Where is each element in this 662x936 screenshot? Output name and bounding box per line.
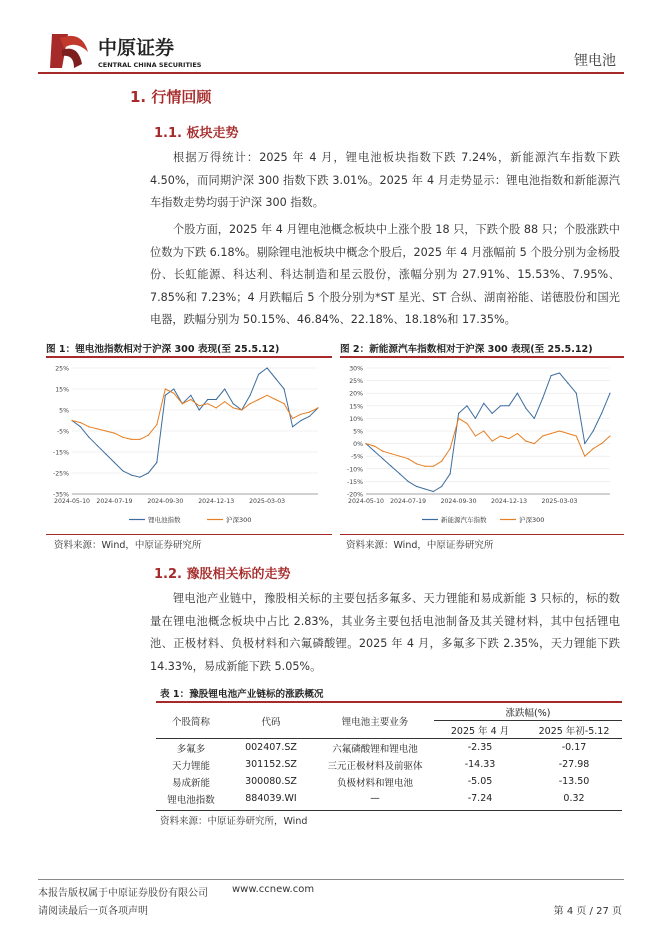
table-cell-name: 天力锂能 — [171, 760, 210, 772]
table-cell-name: 锂电池指数 — [167, 794, 215, 806]
data-point — [433, 466, 434, 467]
data-point — [374, 446, 375, 447]
data-point — [609, 393, 610, 394]
data-point — [508, 405, 509, 406]
data-point — [399, 473, 400, 474]
y-tick-label: 30% — [349, 365, 363, 373]
col-header-change: 涨跌幅(%) — [434, 703, 622, 721]
table-cell-apr: -5.05 — [467, 776, 493, 787]
figure-divider — [340, 534, 624, 535]
data-point — [88, 426, 89, 427]
data-point — [517, 433, 518, 434]
data-point — [190, 399, 191, 400]
data-point — [216, 407, 217, 408]
data-point — [275, 378, 276, 379]
x-tick-label: 2024-09-30 — [440, 498, 477, 505]
data-point — [114, 462, 115, 463]
data-point — [433, 491, 434, 492]
data-point — [542, 398, 543, 399]
table-row — [156, 790, 622, 807]
data-point — [207, 399, 208, 400]
data-point — [156, 462, 157, 463]
footer-disclaimer: 请阅读最后一页各项声明 — [38, 906, 148, 917]
table-cell-name: 易成新能 — [171, 777, 210, 789]
data-point — [292, 418, 293, 419]
table-row — [156, 773, 622, 790]
data-point — [382, 458, 383, 459]
data-point — [88, 437, 89, 438]
data-point — [500, 405, 501, 406]
data-point — [190, 395, 191, 396]
data-point — [122, 437, 123, 438]
data-point — [475, 418, 476, 419]
data-point — [283, 403, 284, 404]
y-tick-label: -15% — [347, 478, 363, 486]
data-point — [466, 423, 467, 424]
body-paragraph: 根据万得统计：2025 年 4 月，锂电池板块指数下跌 7.24%，新能源汽车指数下跌 4.50%，而同期沪深 300 指数下跌 3.01%。2025 年 4 月走势显示：锂电池指数和新能源汽车指数走势均弱于沪深 300 指数。 — [150, 151, 620, 210]
data-point — [267, 367, 268, 368]
data-point — [551, 375, 552, 376]
y-tick-label: 5% — [353, 428, 363, 436]
data-point — [148, 472, 149, 473]
section-title: 1. 行情回顾 — [130, 88, 212, 106]
table-cell-name: 多氟多 — [176, 743, 206, 755]
data-point — [416, 486, 417, 487]
data-point — [450, 448, 451, 449]
data-point — [139, 477, 140, 478]
table-cell-business: — — [370, 793, 380, 804]
data-point — [525, 408, 526, 409]
legend-label: 沪深300 — [226, 516, 252, 524]
table-cell-code: 002407.SZ — [245, 742, 297, 753]
data-point — [97, 428, 98, 429]
col-header-code: 代码 — [226, 703, 316, 739]
data-point — [283, 388, 284, 389]
data-point — [424, 466, 425, 467]
data-point — [517, 393, 518, 394]
data-point — [131, 475, 132, 476]
data-point — [500, 435, 501, 436]
table-source: 资料来源：中原证券研究所，Wind — [160, 816, 308, 827]
x-tick-label: 2024-09-30 — [147, 498, 184, 505]
data-point — [441, 486, 442, 487]
data-point — [80, 422, 81, 423]
data-point — [233, 403, 234, 404]
table-cell-apr: -14.33 — [464, 759, 496, 770]
data-point — [483, 430, 484, 431]
y-tick-label: -20% — [347, 491, 363, 499]
table-cell-code: 884039.WI — [245, 793, 297, 804]
data-point — [450, 473, 451, 474]
y-tick-label: -10% — [347, 466, 363, 474]
x-tick-label: 2025-03-03 — [249, 498, 286, 505]
figure-source: 资料来源：Wind，中原证券研究所 — [54, 540, 202, 551]
header-divider — [38, 72, 624, 74]
company-logo — [48, 28, 223, 72]
data-point — [416, 463, 417, 464]
data-point — [458, 413, 459, 414]
data-point — [567, 383, 568, 384]
body-paragraph: 锂电池产业链中，豫股相关标的主要包括多氟多、天力锂能和易成新能 3 只标的，标的数量在锂电池概念板块中占比 2.83%，其业务主要包括电池制备及其关键材料，其中包括锂电池、正极材料、负极材料和六氟磷酸锂。2025 年 4 月，多氟多下跌 2.35%，天力锂能下跌 14.33%，易成新能下跌 5.05%。 — [150, 592, 620, 673]
data-point — [207, 403, 208, 404]
table-cell-business: 负极材料和锂电池 — [336, 777, 413, 789]
figure-divider — [340, 356, 624, 358]
data-point — [309, 416, 310, 417]
table-bottom-rule — [156, 810, 622, 811]
table-row — [156, 739, 622, 757]
data-point — [199, 409, 200, 410]
col-header-name: 个股简称 — [156, 703, 226, 739]
data-point — [317, 407, 318, 408]
data-point — [559, 372, 560, 373]
figure-source: 资料来源：Wind，中原证券研究所 — [346, 540, 494, 551]
data-point — [250, 403, 251, 404]
data-point — [165, 395, 166, 396]
data-point — [593, 448, 594, 449]
data-point — [300, 420, 301, 421]
data-point — [559, 430, 560, 431]
x-tick-label: 2024-12-13 — [491, 498, 528, 505]
x-tick-label: 2024-07-19 — [96, 498, 133, 505]
y-tick-label: 0% — [353, 441, 363, 449]
data-point — [173, 388, 174, 389]
x-tick-label: 2024-05-10 — [54, 498, 90, 505]
body-paragraph: 个股方面，2025 年 4 月锂电池概念板块中上涨个股 18 只，下跌个股 88 只；个股涨跌中位数为下跌 6.18%。剔除锂电池板块中概念个股后，2025 年 4 月涨幅前 5 个股分别为金杨股份、长虹能源、科达利、科达制造和星云股份，涨幅分别为 27.91%、15.53%、7.95%、7.85%和 7.23%；4 月跌幅后 5 个股分别为*ST 星光、ST 合纵、湖南裕能、诺德股份和国光电器，跌幅分别为 50.15%、46.84%、22.18%、18.18%和 17.35%。 — [150, 223, 620, 327]
footer-website[interactable]: www.ccnew.com — [232, 884, 315, 895]
data-point — [122, 470, 123, 471]
data-point — [466, 405, 467, 406]
data-point — [292, 426, 293, 427]
data-point — [424, 488, 425, 489]
data-point — [567, 433, 568, 434]
data-point — [525, 440, 526, 441]
subsection-title: 1.1. 板块走势 — [154, 126, 239, 141]
chart-nev-svg — [340, 360, 624, 532]
y-tick-label: -5% — [56, 428, 69, 436]
data-point — [584, 456, 585, 457]
data-point — [374, 451, 375, 452]
data-point — [233, 407, 234, 408]
data-point — [71, 420, 72, 421]
data-point — [241, 409, 242, 410]
footer-page-number: 第 4 页 / 27 页 — [553, 906, 622, 917]
logo-emblem — [48, 28, 223, 72]
data-point — [182, 403, 183, 404]
data-point — [534, 418, 535, 419]
legend-label: 沪深300 — [519, 516, 545, 524]
chart-nev — [340, 360, 624, 536]
data-point — [475, 435, 476, 436]
data-point — [105, 454, 106, 455]
data-point — [542, 435, 543, 436]
figure-title: 图 2：新能源汽车指数相对于沪深 300 表现(至 25.5.12) — [340, 344, 593, 355]
stock-table-grid — [156, 703, 622, 807]
data-point — [601, 443, 602, 444]
chart-lithium-battery — [46, 360, 332, 536]
data-point — [165, 388, 166, 389]
data-point — [601, 413, 602, 414]
data-point — [131, 439, 132, 440]
x-tick-label: 2025-03-03 — [541, 498, 578, 505]
data-point — [267, 395, 268, 396]
data-point — [224, 401, 225, 402]
y-tick-label: 15% — [349, 403, 363, 411]
footer-divider — [38, 879, 624, 880]
data-point — [148, 435, 149, 436]
table-cell-code: 301152.SZ — [245, 759, 297, 770]
data-point — [508, 438, 509, 439]
table-cell-ytd: 0.32 — [563, 793, 585, 804]
table-title: 表 1：豫股锂电池产业链标的涨跌概况 — [160, 689, 324, 700]
data-point — [258, 374, 259, 375]
data-point — [483, 403, 484, 404]
data-point — [114, 433, 115, 434]
data-point — [139, 439, 140, 440]
chart-lithium-battery-svg — [46, 360, 332, 532]
y-tick-label: -25% — [53, 470, 69, 478]
data-point — [300, 414, 301, 415]
data-point — [534, 443, 535, 444]
table-cell-business: 六氟磷酸锂和锂电池 — [332, 743, 418, 755]
table-cell-apr: -7.24 — [467, 793, 493, 804]
y-tick-label: 15% — [55, 386, 69, 394]
data-point — [105, 430, 106, 431]
y-tick-label: 10% — [349, 415, 363, 423]
y-tick-label: 5% — [59, 407, 69, 415]
data-point — [458, 418, 459, 419]
col-header-business: 锂电池主要业务 — [316, 703, 434, 739]
data-point — [224, 388, 225, 389]
data-point — [258, 399, 259, 400]
data-point — [576, 435, 577, 436]
company-name-cn: 中原证券 — [98, 37, 175, 59]
table-cell-apr: -2.35 — [467, 742, 493, 753]
legend-label: 锂电池指数 — [148, 516, 181, 524]
data-point — [156, 424, 157, 425]
table-cell-ytd: -27.98 — [558, 759, 590, 770]
x-tick-label: 2024-07-19 — [390, 498, 427, 505]
col-header-apr: 2025 年 4 月 — [434, 721, 526, 739]
table-row — [156, 756, 622, 773]
subsection-title: 1.2. 豫股相关标的走势 — [154, 567, 291, 582]
data-point — [275, 399, 276, 400]
data-point — [365, 443, 366, 444]
table-cell-code: 300080.SZ — [245, 776, 297, 787]
figure-divider — [46, 534, 332, 535]
data-point — [584, 443, 585, 444]
data-point — [97, 445, 98, 446]
figure-title: 图 1：锂电池指数相对于沪深 300 表现(至 25.5.12) — [46, 344, 280, 355]
table-cell-ytd: -13.50 — [558, 776, 590, 787]
col-header-ytd: 2025 年初-5.12 — [526, 721, 622, 739]
data-point — [216, 399, 217, 400]
legend-label: 新能源汽车指数 — [441, 516, 487, 524]
y-tick-label: -35% — [53, 491, 69, 499]
data-point — [382, 451, 383, 452]
table-cell-business: 三元正极材料及前驱体 — [327, 760, 423, 772]
data-point — [609, 435, 610, 436]
data-point — [441, 461, 442, 462]
footer-copyright: 本报告版权属于中原证券股份有限公司 — [38, 888, 208, 899]
data-point — [80, 426, 81, 427]
sector-tag: 锂电池 — [574, 53, 616, 69]
data-point — [492, 413, 493, 414]
data-point — [407, 458, 408, 459]
x-tick-label: 2024-05-10 — [348, 498, 384, 505]
y-tick-label: -5% — [350, 453, 363, 461]
company-name-en: CENTRAL CHINA SECURITIES — [98, 61, 202, 69]
data-point — [399, 456, 400, 457]
data-point — [593, 430, 594, 431]
data-point — [199, 405, 200, 406]
stock-table — [156, 703, 622, 807]
data-point — [551, 433, 552, 434]
data-point — [173, 393, 174, 394]
y-tick-label: 25% — [349, 378, 363, 386]
data-point — [391, 453, 392, 454]
y-tick-label: 20% — [349, 390, 363, 398]
x-tick-label: 2024-12-13 — [198, 498, 235, 505]
y-tick-label: -15% — [53, 449, 69, 457]
data-point — [309, 412, 310, 413]
table-cell-ytd: -0.17 — [561, 742, 587, 753]
y-tick-label: 25% — [55, 365, 69, 373]
figure-divider — [46, 356, 332, 358]
data-point — [391, 466, 392, 467]
data-point — [407, 481, 408, 482]
data-point — [576, 393, 577, 394]
data-point — [492, 440, 493, 441]
data-point — [250, 395, 251, 396]
